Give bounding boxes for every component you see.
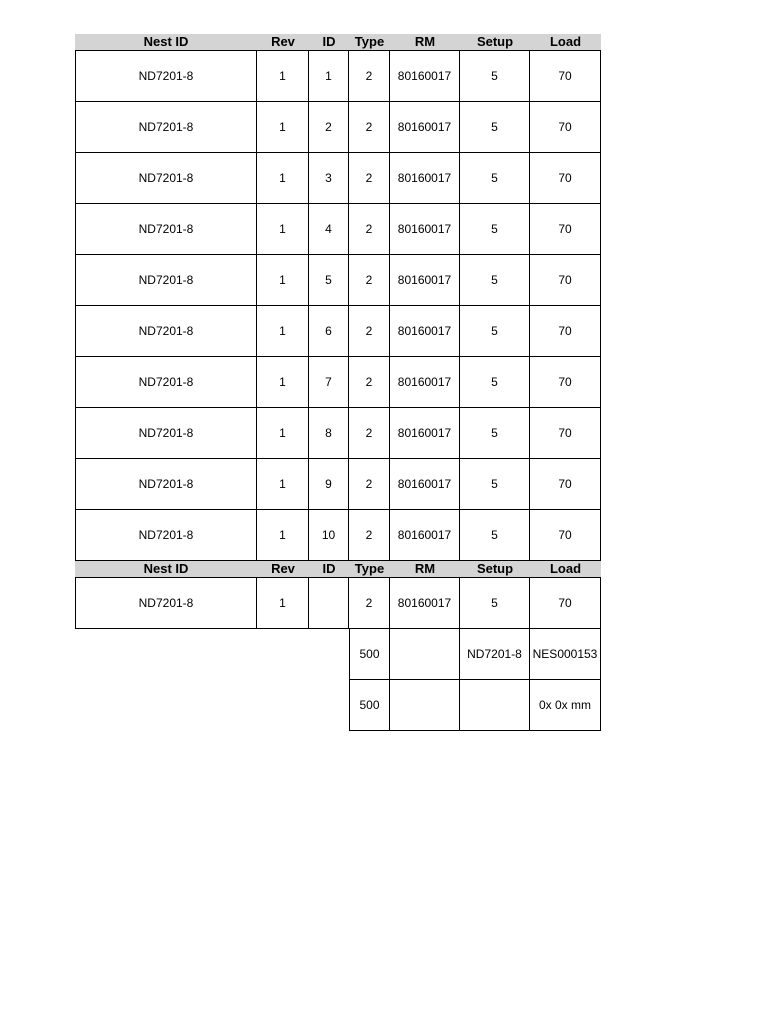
- cell: 5: [460, 510, 530, 560]
- cell: 70: [530, 204, 601, 254]
- cell: 1: [257, 153, 309, 203]
- cell: 70: [530, 102, 601, 152]
- header-nest-id: Nest ID: [143, 561, 189, 576]
- cell: 1: [257, 578, 309, 628]
- cell: ND7201-8: [75, 510, 257, 560]
- cell: 5: [460, 102, 530, 152]
- table-row: [75, 50, 601, 102]
- cell: 1: [309, 51, 349, 101]
- header-rev: Rev: [271, 34, 295, 49]
- cell: 2: [349, 51, 390, 101]
- table-row: [75, 306, 601, 357]
- cell: 80160017: [390, 153, 460, 203]
- cell: 80160017: [390, 408, 460, 458]
- cell: 70: [530, 578, 601, 628]
- cell: [309, 578, 349, 628]
- cell: 70: [530, 459, 601, 509]
- cell: 2: [349, 204, 390, 254]
- cell: 70: [530, 510, 601, 560]
- table-row: [75, 102, 601, 153]
- cell: ND7201-8: [460, 629, 530, 679]
- table-row: [75, 357, 601, 408]
- cell: 80160017: [390, 51, 460, 101]
- cell: 1: [257, 51, 309, 101]
- cell: 5: [460, 578, 530, 628]
- header-rm: RM: [414, 34, 436, 49]
- cell: 2: [349, 102, 390, 152]
- cell: ND7201-8: [75, 357, 257, 407]
- cell: 6: [309, 306, 349, 356]
- summary-row: [75, 577, 601, 629]
- cell: [460, 680, 530, 730]
- cell: 5: [460, 357, 530, 407]
- header-id: ID: [322, 34, 336, 49]
- cell: 500: [349, 680, 390, 730]
- nest-table: [75, 50, 601, 561]
- table-header-2: [75, 561, 601, 577]
- cell: 1: [257, 102, 309, 152]
- extra-rows: [75, 629, 601, 731]
- extra-row: [349, 680, 601, 731]
- cell: 2: [349, 306, 390, 356]
- header-load: Load: [549, 561, 582, 576]
- cell: 1: [257, 306, 309, 356]
- cell: 3: [309, 153, 349, 203]
- cell: ND7201-8: [75, 578, 257, 628]
- cell: 80160017: [390, 306, 460, 356]
- header-type: Type: [354, 561, 385, 576]
- cell: 2: [349, 153, 390, 203]
- cell: 1: [257, 255, 309, 305]
- cell: 7: [309, 357, 349, 407]
- cell: 70: [530, 255, 601, 305]
- header-setup: Setup: [476, 34, 514, 49]
- header-type: Type: [354, 34, 385, 49]
- cell: ND7201-8: [75, 204, 257, 254]
- summary-table: [75, 577, 601, 731]
- cell: 500: [349, 629, 390, 679]
- cell: ND7201-8: [75, 306, 257, 356]
- table-row: [75, 153, 601, 204]
- header-load: Load: [549, 34, 582, 49]
- cell: 4: [309, 204, 349, 254]
- cell: 2: [349, 255, 390, 305]
- cell: 1: [257, 459, 309, 509]
- cell: [390, 680, 460, 730]
- cell: 80160017: [390, 204, 460, 254]
- cell: 80160017: [390, 357, 460, 407]
- cell: NES000153: [530, 629, 601, 679]
- cell: 80160017: [390, 255, 460, 305]
- cell: ND7201-8: [75, 408, 257, 458]
- header-rev: Rev: [271, 561, 295, 576]
- cell: 5: [460, 51, 530, 101]
- cell: 2: [349, 578, 390, 628]
- cell: 2: [309, 102, 349, 152]
- table-row: [75, 204, 601, 255]
- header-nest-id: Nest ID: [143, 34, 189, 49]
- cell: 1: [257, 204, 309, 254]
- cell: 80160017: [390, 578, 460, 628]
- cell: 5: [460, 153, 530, 203]
- cell: 1: [257, 510, 309, 560]
- header-rm: RM: [414, 561, 436, 576]
- cell: ND7201-8: [75, 51, 257, 101]
- cell: 80160017: [390, 459, 460, 509]
- cell: 5: [460, 255, 530, 305]
- header-id: ID: [322, 561, 336, 576]
- cell: 9: [309, 459, 349, 509]
- cell: 70: [530, 153, 601, 203]
- cell: [390, 629, 460, 679]
- cell: 2: [349, 357, 390, 407]
- table-header: [75, 34, 601, 50]
- cell: 5: [460, 459, 530, 509]
- cell: 5: [460, 408, 530, 458]
- cell: 1: [257, 408, 309, 458]
- cell: 0x 0x mm: [530, 680, 601, 730]
- cell: ND7201-8: [75, 459, 257, 509]
- cell: 2: [349, 408, 390, 458]
- cell: 2: [349, 459, 390, 509]
- cell: ND7201-8: [75, 153, 257, 203]
- cell: 1: [257, 357, 309, 407]
- cell: 2: [349, 510, 390, 560]
- cell: 8: [309, 408, 349, 458]
- cell: 5: [460, 204, 530, 254]
- cell: 70: [530, 408, 601, 458]
- cell: 5: [460, 306, 530, 356]
- cell: 70: [530, 51, 601, 101]
- spreadsheet-page: [75, 34, 601, 731]
- table-row: [75, 510, 601, 561]
- cell: 80160017: [390, 510, 460, 560]
- cell: 10: [309, 510, 349, 560]
- table-row: [75, 255, 601, 306]
- extra-row: [349, 629, 601, 680]
- cell: 80160017: [390, 102, 460, 152]
- table-row: [75, 408, 601, 459]
- cell: ND7201-8: [75, 102, 257, 152]
- cell: ND7201-8: [75, 255, 257, 305]
- cell: 5: [309, 255, 349, 305]
- header-setup: Setup: [476, 561, 514, 576]
- cell: 70: [530, 357, 601, 407]
- table-row: [75, 459, 601, 510]
- cell: 70: [530, 306, 601, 356]
